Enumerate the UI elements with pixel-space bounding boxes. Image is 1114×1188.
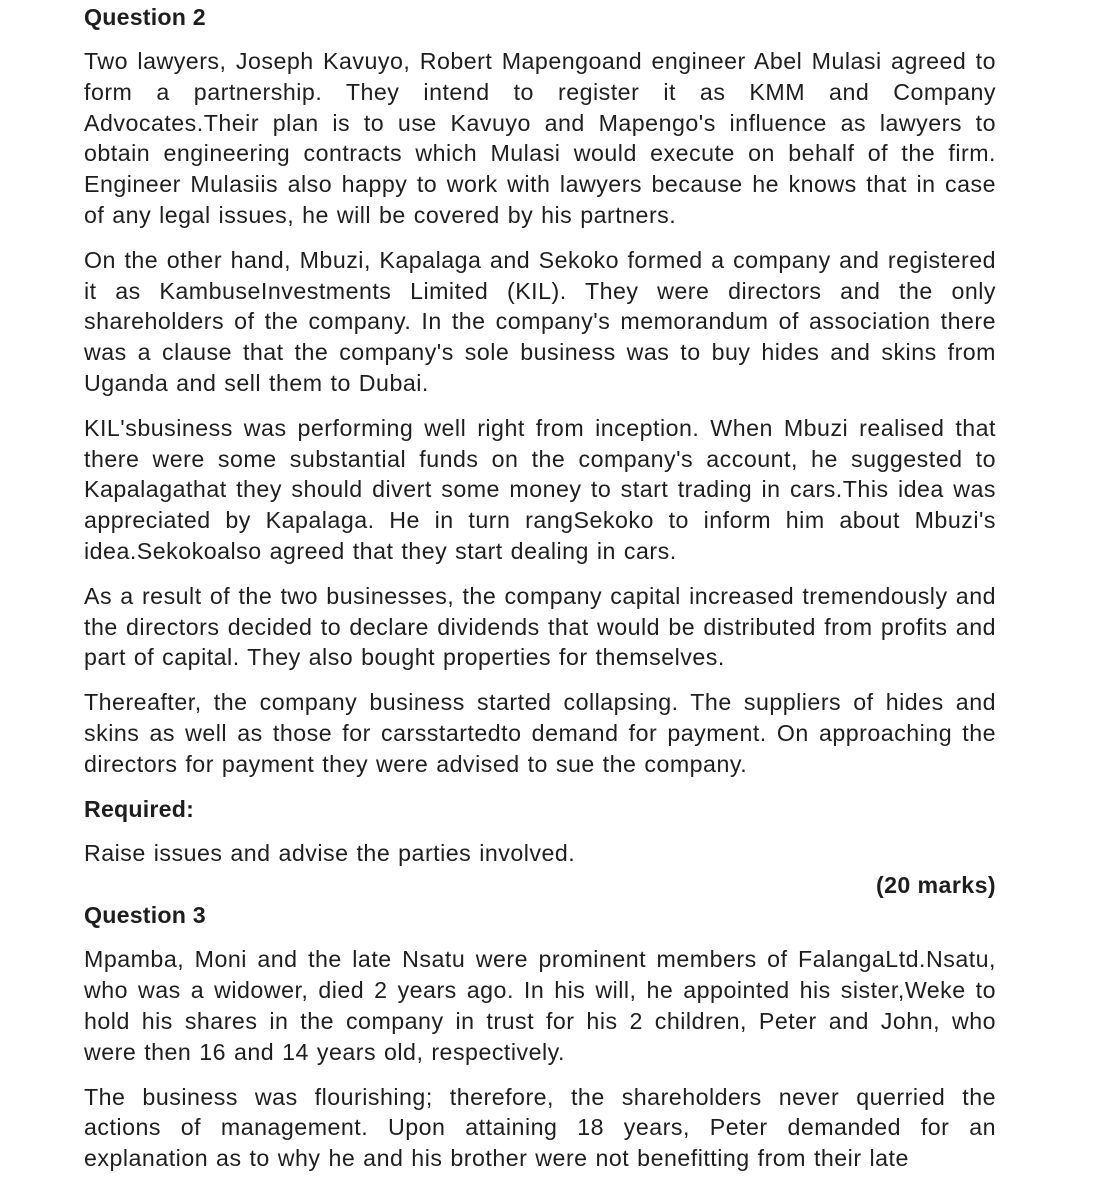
question-3-title: Question 3 <box>84 902 206 929</box>
required-heading: Required: <box>84 795 195 822</box>
question-2-paragraph-5: Thereafter, the company business started collapsing. The suppliers of hides and skins as well as those for carsstartedto demand for payment. On approaching the directors for payment they were advised to sue the company. <box>84 689 996 777</box>
question-2-paragraph-1: Two lawyers, Joseph Kavuyo, Robert Mapengoand engineer Abel Mulasi agreed to form a partnership. They intend to register it as KMM and Company Advocates.Their plan is to use Kavuyo and Mapengo's influence as lawyers to obtain engineering contracts which Mulasi would execute on behalf of the firm. Engineer Mulasiis also happy to work with lawyers because he knows that in case of any legal issues, he will be covered by his partners. <box>84 48 996 228</box>
question-2-paragraph-2: On the other hand, Mbuzi, Kapalaga and Sekoko formed a company and registered it as KambuseInvestments Limited (KIL). They were directors and the only shareholders of the company. In the company's memorandum of association there was a clause that the company's sole business was to buy hides and skins from Uganda and sell them to Dubai. <box>84 246 996 396</box>
document-page <box>84 0 996 1174</box>
marks-label: (20 marks) <box>875 872 996 899</box>
question-2-title: Question 2 <box>84 4 206 30</box>
required-text: Raise issues and advise the parties involved. <box>84 839 576 866</box>
question-3-paragraph-2: The business was flourishing; therefore, the shareholders never querried the actions of management. Upon attaining 18 years, Peter demanded for an explanation as to why he and his brother were not benefitting from their late <box>84 1083 996 1172</box>
question-3-paragraph-1: Mpamba, Moni and the late Nsatu were prominent members of FalangaLtd.Nsatu, who was a widower, died 2 years ago. In his will, he appointed his sister,Weke to hold his shares in the company in trust for his 2 children, Peter and John, who were then 16 and 14 years old, respectively. <box>84 946 996 1065</box>
question-2-paragraph-4: As a result of the two businesses, the company capital increased tremendously and the directors decided to declare dividends that would be distributed from profits and part of capital. They also bought properties for themselves. <box>84 582 996 671</box>
question-2-paragraph-3: KIL'sbusiness was performing well right from inception. When Mbuzi realised that there were some substantial funds on the company's account, he suggested to Kapalagathat they should divert some money to start trading in cars.This idea was appreciated by Kapalaga. He in turn rangSekoko to inform him about Mbuzi's idea.Sekokoalso agreed that they start dealing in cars. <box>84 414 996 564</box>
